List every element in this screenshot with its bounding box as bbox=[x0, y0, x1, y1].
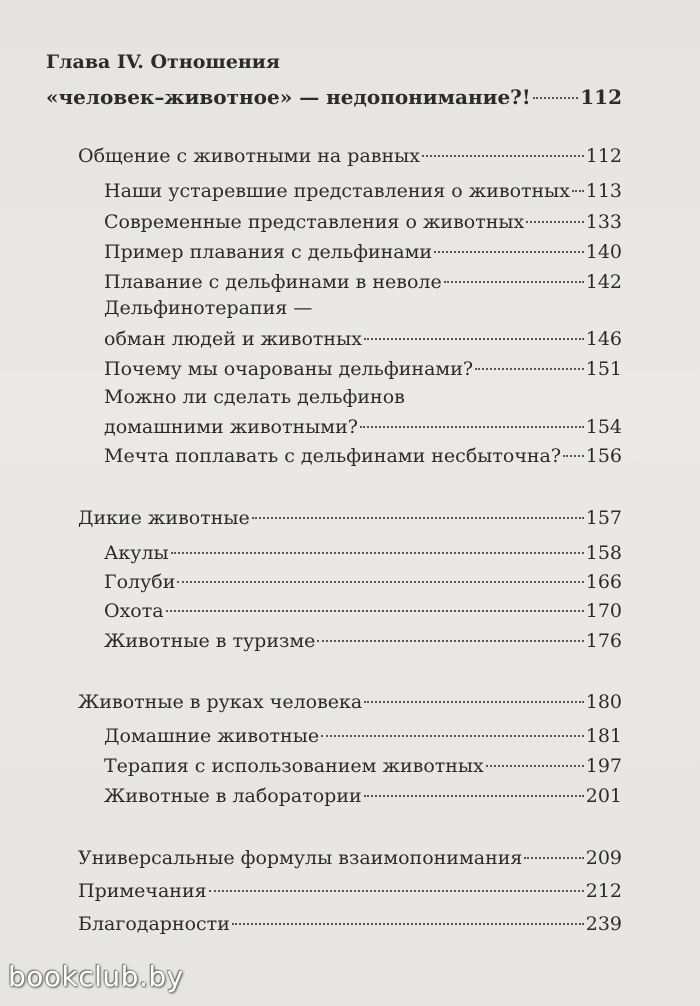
entry-page-number: 157 bbox=[585, 507, 622, 529]
dot-leader bbox=[171, 552, 584, 554]
dot-leader bbox=[232, 923, 584, 925]
dot-leader bbox=[360, 426, 584, 428]
dot-leader bbox=[209, 890, 584, 892]
entry-label: домашними животными? bbox=[104, 416, 358, 438]
entry-label: Охота bbox=[104, 600, 164, 622]
toc-entry bbox=[104, 270, 622, 294]
dot-leader bbox=[444, 281, 584, 283]
dot-leader bbox=[166, 610, 584, 612]
chapter-title-line1: Глава IV. Отношения bbox=[46, 51, 280, 73]
entry-page-number: 197 bbox=[585, 755, 622, 777]
entry-label: Животные в руках человека bbox=[78, 691, 363, 713]
toc-entry bbox=[104, 570, 622, 594]
entry-page-number: 112 bbox=[585, 145, 622, 167]
entry-label: Домашние животные bbox=[104, 725, 320, 747]
entry-page-number: 180 bbox=[585, 691, 622, 713]
toc-entry bbox=[104, 240, 622, 264]
entry-page-number: 146 bbox=[585, 328, 622, 350]
entry-label: Общение с животными на равных bbox=[78, 145, 420, 167]
dot-leader bbox=[526, 221, 584, 223]
entry-page-number: 151 bbox=[585, 358, 622, 380]
dot-leader bbox=[475, 368, 584, 370]
entry-label: Пример плавания с дельфинами bbox=[104, 241, 433, 263]
entry-page-number: 154 bbox=[585, 416, 622, 438]
entry-label: Современные представления о животных bbox=[104, 211, 525, 233]
toc-entry bbox=[104, 599, 622, 623]
dot-leader bbox=[434, 251, 584, 253]
dot-leader bbox=[364, 701, 584, 703]
entry-page-number: 239 bbox=[585, 913, 622, 935]
entry-page-number: 166 bbox=[585, 571, 622, 593]
dot-leader bbox=[533, 97, 579, 99]
dot-leader bbox=[177, 581, 583, 583]
dot-leader bbox=[321, 735, 584, 737]
entry-page-number: 181 bbox=[585, 725, 622, 747]
entry-label: обман людей и животных bbox=[104, 328, 362, 350]
toc-entry bbox=[104, 210, 622, 234]
entry-label: Акулы bbox=[104, 542, 169, 564]
toc-entry bbox=[104, 327, 622, 351]
toc-entry bbox=[104, 357, 622, 381]
toc-entry bbox=[104, 629, 622, 653]
entry-page-number: 158 bbox=[585, 542, 622, 564]
entry-label: Животные в лаборатории bbox=[104, 785, 362, 807]
toc-entry bbox=[104, 724, 622, 748]
dot-leader bbox=[252, 517, 584, 519]
toc-entry-section bbox=[78, 912, 622, 936]
chapter-title-row bbox=[46, 85, 622, 109]
entry-page-number: 170 bbox=[585, 600, 622, 622]
dot-leader bbox=[524, 857, 583, 859]
entry-page-number: 140 bbox=[585, 241, 622, 263]
entry-label-line1: Дельфинотерапия — bbox=[104, 297, 313, 319]
dot-leader bbox=[572, 190, 584, 192]
toc-entry bbox=[104, 444, 622, 468]
entry-page-number: 142 bbox=[585, 271, 622, 293]
entry-label-line1: Можно ли сделать дельфинов bbox=[104, 386, 405, 408]
entry-label: Плавание с дельфинами в неволе bbox=[104, 271, 442, 293]
entry-page-number: 133 bbox=[585, 211, 622, 233]
dot-leader bbox=[422, 155, 584, 157]
toc-entry bbox=[104, 541, 622, 565]
watermark: bookclub.by bbox=[8, 960, 184, 993]
dot-leader bbox=[563, 455, 584, 457]
dot-leader bbox=[317, 640, 583, 642]
toc-entry-section bbox=[78, 144, 622, 168]
toc-entry-section bbox=[78, 690, 622, 714]
toc-entry bbox=[104, 415, 622, 439]
toc-entry-section bbox=[78, 879, 622, 903]
toc-entry-section bbox=[78, 506, 622, 530]
entry-page-number: 201 bbox=[585, 785, 622, 807]
entry-label: Примечания bbox=[78, 880, 207, 902]
dot-leader bbox=[364, 795, 584, 797]
entry-label: Дикие животные bbox=[78, 507, 250, 529]
entry-label: Терапия с использованием животных bbox=[104, 755, 484, 777]
entry-label: Голуби bbox=[104, 571, 176, 593]
entry-label: Благодарности bbox=[78, 913, 230, 935]
chapter-page-number: 112 bbox=[580, 85, 622, 109]
toc-entry bbox=[104, 179, 622, 203]
toc-entry-section bbox=[78, 846, 622, 870]
entry-page-number: 212 bbox=[585, 880, 622, 902]
entry-label: Мечта поплавать с дельфинами несбыточна? bbox=[104, 445, 562, 467]
entry-page-number: 156 bbox=[585, 445, 622, 467]
entry-page-number: 176 bbox=[585, 630, 622, 652]
toc-entry bbox=[104, 784, 622, 808]
entry-page-number: 209 bbox=[585, 847, 622, 869]
chapter-title-line2: «человек–животное» — недопонимание?! bbox=[46, 85, 531, 109]
entry-page-number: 113 bbox=[585, 180, 622, 202]
toc-entry bbox=[104, 754, 622, 778]
dot-leader bbox=[486, 765, 584, 767]
dot-leader bbox=[364, 338, 584, 340]
entry-label: Животные в туризме bbox=[104, 630, 316, 652]
entry-label: Универсальные формулы взаимопонимания bbox=[78, 847, 523, 869]
entry-label: Почему мы очарованы дельфинами? bbox=[104, 358, 474, 380]
entry-label: Наши устаревшие представления о животных bbox=[104, 180, 571, 202]
